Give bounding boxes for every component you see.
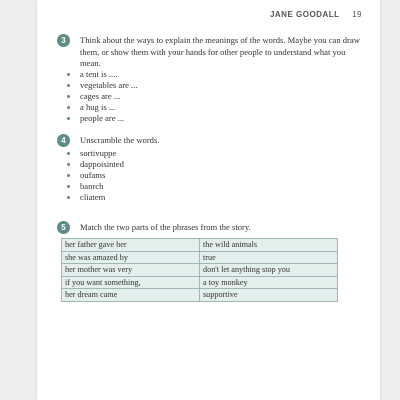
phrase-end: true [200, 251, 338, 264]
exercise-instruction: Match the two parts of the phrases from the story. [80, 222, 251, 232]
exercise-number-badge: 4 [57, 134, 70, 147]
exercise-number-badge: 3 [57, 34, 70, 47]
running-title: JANE GOODALL [269, 10, 340, 19]
exercise-instruction: Unscramble the words. [80, 135, 160, 145]
table-row [62, 289, 338, 302]
matching-table [61, 238, 338, 302]
list-item: oufams [67, 170, 124, 181]
bullet-icon [67, 117, 70, 120]
running-header [270, 10, 362, 19]
phrase-start: if you want something, [62, 276, 200, 289]
exercise-4 [57, 134, 367, 214]
table-row [62, 264, 338, 277]
list-item: a hug is ... [67, 102, 138, 113]
phrase-end: supportive [200, 289, 338, 302]
list-item: cages are ... [67, 91, 138, 102]
phrase-end: don't let anything stop you [200, 264, 338, 277]
table-row [62, 251, 338, 264]
exercise-instruction: Think about the ways to explain the meanings of the words. Maybe you can draw them, or show them with your hands for other people to understand what you mean. [80, 35, 360, 68]
bullet-icon [67, 95, 70, 98]
bullet-icon [67, 152, 70, 155]
bullet-icon [67, 84, 70, 87]
list-item: sortivuppe [67, 148, 124, 159]
list-item: dappoisinted [67, 159, 124, 170]
bullet-icon [67, 196, 70, 199]
phrase-end: a toy monkey [200, 276, 338, 289]
book-page [37, 0, 380, 400]
bullet-icon [67, 163, 70, 166]
phrase-start: her father gave her [62, 239, 200, 252]
exercise-number-badge: 5 [57, 221, 70, 234]
bullet-icon [67, 73, 70, 76]
list-item: banrch [67, 181, 124, 192]
table-row [62, 276, 338, 289]
table-row [62, 239, 338, 252]
phrase-end: the wild animals [200, 239, 338, 252]
list-item: a tent is .... [67, 69, 138, 80]
list-item: cliatem [67, 192, 124, 203]
phrase-start: her mother was very [62, 264, 200, 277]
phrase-start: her dream came [62, 289, 200, 302]
bullet-icon [67, 174, 70, 177]
bullet-icon [67, 185, 70, 188]
list-item: people are ... [67, 113, 138, 124]
bullet-icon [67, 106, 70, 109]
word-list [67, 148, 124, 203]
page-number: 19 [352, 10, 362, 19]
exercise-3 [57, 34, 367, 134]
phrase-start: she was amazed by [62, 251, 200, 264]
list-item: vegetables are ... [67, 80, 138, 91]
word-list [67, 69, 138, 124]
